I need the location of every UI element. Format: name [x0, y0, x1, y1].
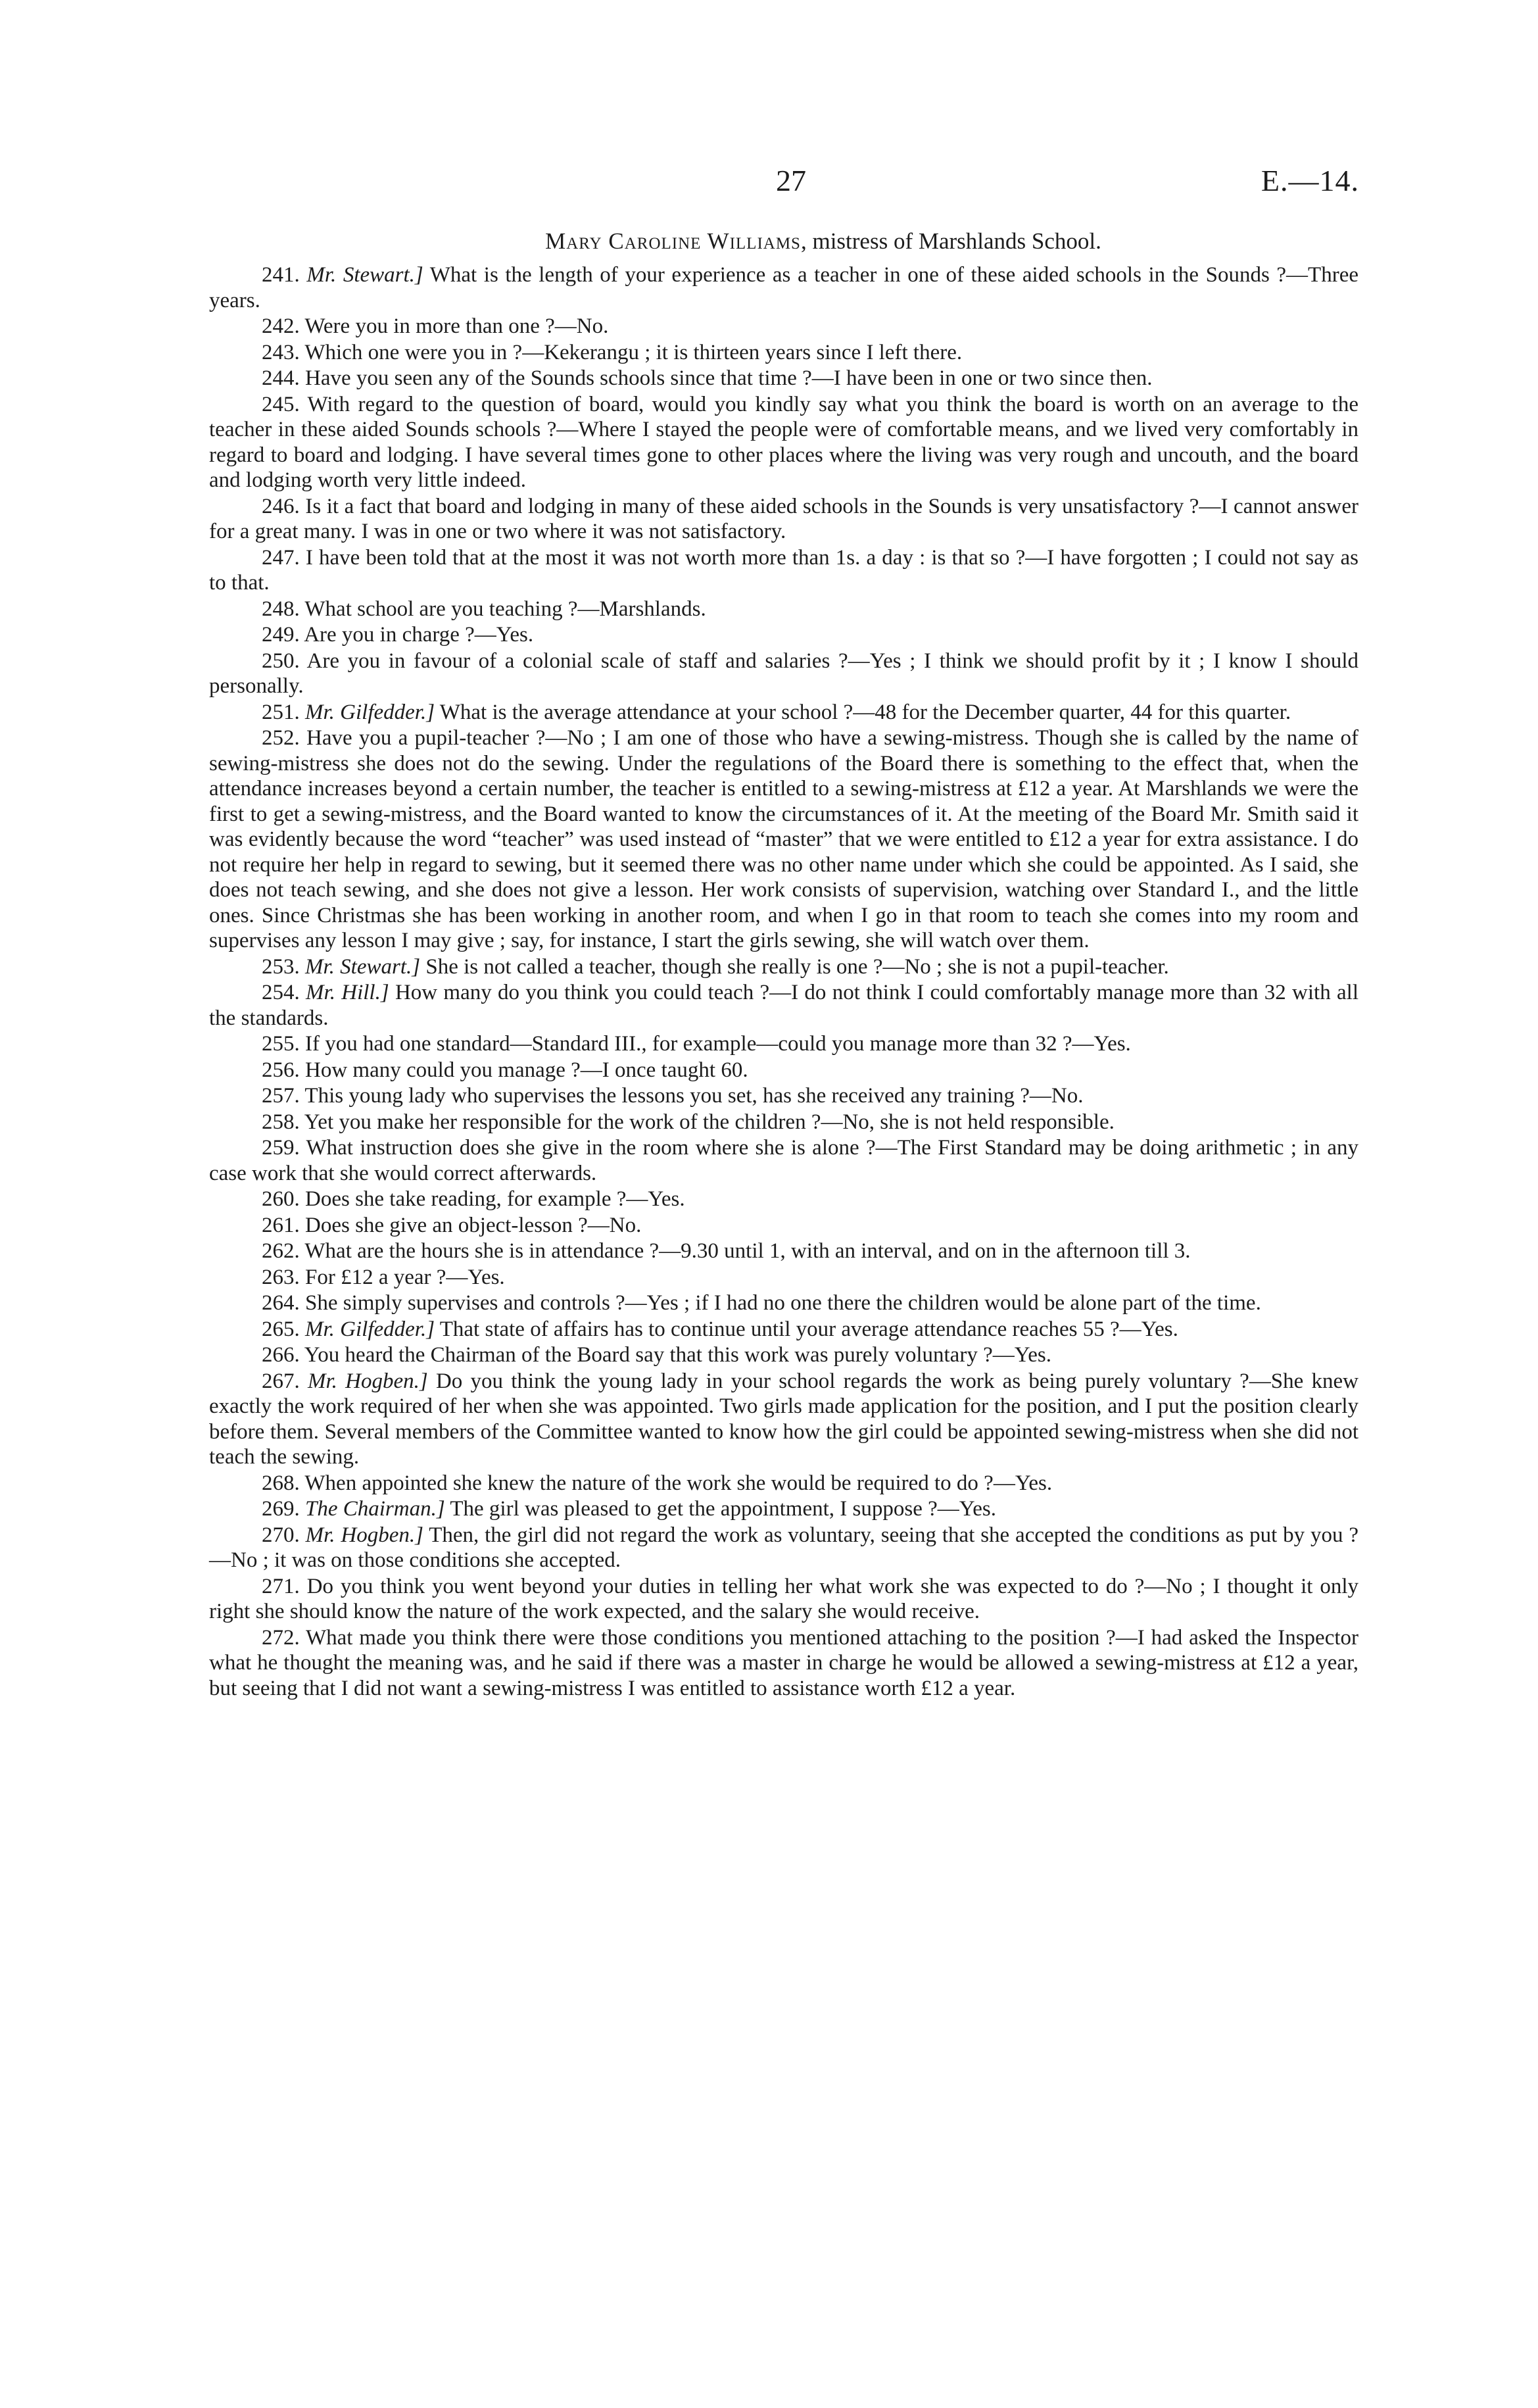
- speaker-name: Mr. Stewart.]: [306, 263, 423, 287]
- testimony-text: What is the average attendance at your school ?—48 for the December quarter, 44 for this quarter.: [435, 700, 1291, 724]
- question-number: 270.: [262, 1523, 300, 1547]
- question-number: 248.: [262, 597, 300, 621]
- testimony-entry: [209, 725, 1358, 954]
- testimony-text: This young lady who supervises the lessons you set, has she received any training ?—No.: [304, 1084, 1084, 1108]
- question-number: 261.: [262, 1213, 300, 1237]
- speaker-name: Mr. Gilfedder.]: [305, 1317, 435, 1341]
- testimony-entry: [209, 1574, 1358, 1625]
- question-number: 250.: [262, 649, 300, 673]
- question-number: 253.: [262, 954, 300, 979]
- speaker-name: The Chairman.]: [305, 1497, 445, 1521]
- question-number: 241.: [262, 263, 300, 287]
- testimony-text: Have you seen any of the Sounds schools since that time ?—I have been in one or two since then.: [305, 366, 1153, 390]
- question-number: 256.: [262, 1058, 300, 1082]
- testimony-entry: [209, 1058, 1358, 1083]
- testimony-text: She is not called a teacher, though she really is one ?—No ; she is not a pupil-teacher.: [420, 954, 1169, 979]
- testimony-text: If you had one standard—Standard III., for example—could you manage more than 32 ?—Yes.: [305, 1032, 1131, 1056]
- testimony-entry: [209, 980, 1358, 1031]
- testimony-entry: [209, 340, 1358, 366]
- testimony-entry: [209, 1239, 1358, 1264]
- testimony-entry: [209, 314, 1358, 339]
- question-number: 242.: [262, 314, 300, 338]
- testimony-text: That state of affairs has to continue until your average attendance reaches 55 ?—Yes.: [435, 1317, 1178, 1341]
- witness-name: Mary Caroline Williams: [545, 228, 801, 254]
- testimony-entry: [209, 1031, 1358, 1057]
- testimony-entry: [209, 392, 1358, 493]
- testimony-entry: [209, 622, 1358, 648]
- question-number: 267.: [262, 1369, 300, 1393]
- page-number: 27: [776, 164, 806, 197]
- question-number: 258.: [262, 1110, 300, 1134]
- testimony-text: What instruction does she give in the room where she is alone ?—The First Standard may be doing arithmetic ; in any case work that she would correct afterwards.: [209, 1136, 1359, 1185]
- speaker-name: Mr. Hogben.]: [307, 1369, 428, 1393]
- testimony-entry: [209, 1187, 1358, 1212]
- question-number: 265.: [262, 1317, 300, 1341]
- question-number: 255.: [262, 1032, 300, 1056]
- testimony-text: What school are you teaching ?—Marshlands.: [304, 597, 706, 621]
- testimony-text: How many do you think you could teach ?—I do not think I could comfortably manage more than 32 with all the standards.: [209, 981, 1358, 1030]
- testimony-entry: [209, 262, 1358, 313]
- testimony-entry: [209, 1213, 1358, 1239]
- testimony-text: Then, the girl did not regard the work as voluntary, seeing that she accepted the conditions as put by you ?—No ; it was on those conditions she accepted.: [209, 1523, 1359, 1572]
- testimony-entry: [209, 1110, 1358, 1135]
- question-number: 259.: [262, 1136, 300, 1160]
- testimony-text: Does she give an object-lesson ?—No.: [305, 1213, 642, 1237]
- question-number: 266.: [262, 1343, 300, 1367]
- testimony-entry: [209, 597, 1358, 622]
- document-series-code: E.—14.: [1261, 164, 1359, 197]
- testimony-entry: [209, 1496, 1358, 1522]
- question-number: 254.: [262, 981, 300, 1004]
- testimony-text: How many could you manage ?—I once taught 60.: [305, 1058, 748, 1082]
- witness-role: , mistress of Marshlands School.: [800, 228, 1101, 254]
- question-number: 251.: [262, 700, 300, 724]
- testimony-text: Does she take reading, for example ?—Yes.: [305, 1187, 685, 1211]
- testimony-entry: [209, 1317, 1358, 1342]
- testimony-entry: [209, 1523, 1358, 1573]
- testimony-text: Which one were you in ?—Kekerangu ; it is thirteen years since I left there.: [304, 340, 963, 364]
- question-number: 246.: [262, 494, 300, 518]
- question-number: 260.: [262, 1187, 300, 1211]
- question-number: 245.: [262, 392, 300, 416]
- testimony-entry: [209, 1083, 1358, 1109]
- testimony-text: Are you in charge ?—Yes.: [304, 623, 534, 647]
- testimony-text: The girl was pleased to get the appointment, I suppose ?—Yes.: [445, 1497, 997, 1521]
- testimony-text: For £12 a year ?—Yes.: [305, 1265, 505, 1289]
- question-number: 263.: [262, 1265, 300, 1289]
- testimony-text: With regard to the question of board, would you kindly say what you think the board is worth on an average to the teacher in these aided Sounds schools ?—Where I stayed the people were of comfortable means, and we lived very comfortably in regard to board and lodging. I have several times gone to other places where the living was very rough and uncouth, and the board and lodging worth very little indeed.: [209, 392, 1358, 492]
- testimony-text: You heard the Chairman of the Board say that this work was purely voluntary ?—Yes.: [304, 1343, 1051, 1367]
- speaker-name: Mr. Gilfedder.]: [305, 700, 435, 724]
- testimony-entry: [209, 1342, 1358, 1368]
- speaker-name: Mr. Hill.]: [306, 981, 389, 1004]
- question-number: 249.: [262, 623, 300, 647]
- testimony-entry: [209, 1290, 1358, 1316]
- testimony-text: What made you think there were those conditions you mentioned attaching to the position ?—I had asked the Inspector what he thought the meaning was, and he said if there was a master in charge he would be allowed a sewing-mistress at £12 a year, but seeing that I did not want a sewing-mistress I was entitled to assistance worth £12 a year.: [209, 1625, 1358, 1700]
- testimony-entry: [209, 1471, 1358, 1496]
- testimony-text: Do you think you went beyond your duties in telling her what work she was expected to do ?—No ; I thought it only right she should know the nature of the work expected, and the salary she would receive.: [209, 1574, 1358, 1623]
- question-number: 252.: [262, 726, 300, 750]
- testimony-text: When appointed she knew the nature of the work she would be required to do ?—Yes.: [304, 1471, 1053, 1495]
- testimony-entry: [209, 366, 1358, 391]
- testimony-entry: [209, 545, 1358, 596]
- testimony-list: [209, 262, 1358, 1701]
- testimony-entry: [209, 1625, 1358, 1702]
- question-number: 271.: [262, 1574, 300, 1598]
- document-body: [209, 227, 1358, 1702]
- testimony-entry: [209, 700, 1358, 725]
- testimony-text: Yet you make her responsible for the work of the children ?—No, she is not held responsible.: [304, 1110, 1115, 1134]
- testimony-text: What is the length of your experience as a teacher in one of these aided schools in the Sounds ?—Three years.: [209, 263, 1358, 312]
- speaker-name: Mr. Stewart.]: [305, 954, 421, 979]
- testimony-text: She simply supervises and controls ?—Yes ; if I had no one there the children would be alone part of the time.: [305, 1291, 1261, 1315]
- question-number: 272.: [262, 1625, 300, 1650]
- question-number: 262.: [262, 1239, 300, 1263]
- question-number: 264.: [262, 1291, 300, 1315]
- testimony-entry: [209, 1135, 1358, 1186]
- testimony-text: Were you in more than one ?—No.: [304, 314, 609, 338]
- question-number: 243.: [262, 340, 300, 364]
- testimony-entry: [209, 494, 1358, 545]
- question-number: 257.: [262, 1084, 300, 1108]
- question-number: 244.: [262, 366, 300, 390]
- testimony-entry: [209, 1369, 1358, 1470]
- testimony-entry: [209, 1265, 1358, 1290]
- testimony-text: What are the hours she is in attendance ?—9.30 until 1, with an interval, and on in the afternoon till 3.: [304, 1239, 1191, 1263]
- testimony-text: Do you think the young lady in your school regards the work as being purely voluntary ?—She knew exactly the work required of her when she was appointed. Two girls made application for the position, and I put the position clearly before them. Several members of the Committee wanted to know how the girl could be appointed sewing-mistress when she did not teach the sewing.: [209, 1369, 1358, 1469]
- testimony-entry: [209, 649, 1358, 699]
- testimony-text: Is it a fact that board and lodging in many of these aided schools in the Sounds is very unsatisfactory ?—I cannot answer for a great many. I was in one or two where it was not satisfactory.: [209, 494, 1358, 543]
- testimony-text: I have been told that at the most it was not worth more than 1s. a day : is that so ?—I have forgotten ; I could not say as to that.: [209, 545, 1359, 595]
- question-number: 269.: [262, 1497, 300, 1521]
- speaker-name: Mr. Hogben.]: [305, 1523, 423, 1547]
- testimony-entry: [209, 954, 1358, 980]
- testimony-text: Are you in favour of a colonial scale of staff and salaries ?—Yes ; I think we should profit by it ; I know I should personally.: [209, 649, 1358, 698]
- testimony-text: Have you a pupil-teacher ?—No ; I am one of those who have a sewing-mistress. Though she is called by the name of sewing-mistress she does not do the sewing. Under the regulations of the Board there is something to the effect that, when the attendance increases beyond a certain number, the teacher is entitled to a sewing-mistress at £12 a year. At Marshlands we were the first to get a sewing-mistress, and the Board wanted to know the circumstances of it. At the meeting of the Board Mr. Smith said it was evidently because the word “teacher” was used instead of “master” that we were entitled to £12 a year for extra assistance. I do not require her help in regard to sewing, but it seemed there was no other name under which she could be appointed. As I said, she does not teach sewing, and she does not give a lesson. Her work consists of supervision, watching over Standard I., and the little ones. Since Christmas she has been working in another room, and when I go in that room to teach she comes into my room and supervises any lesson I may give ; say, for instance, I start the girls sewing, she will watch over them.: [209, 726, 1358, 952]
- witness-heading: [209, 227, 1358, 256]
- question-number: 268.: [262, 1471, 300, 1495]
- question-number: 247.: [262, 545, 300, 570]
